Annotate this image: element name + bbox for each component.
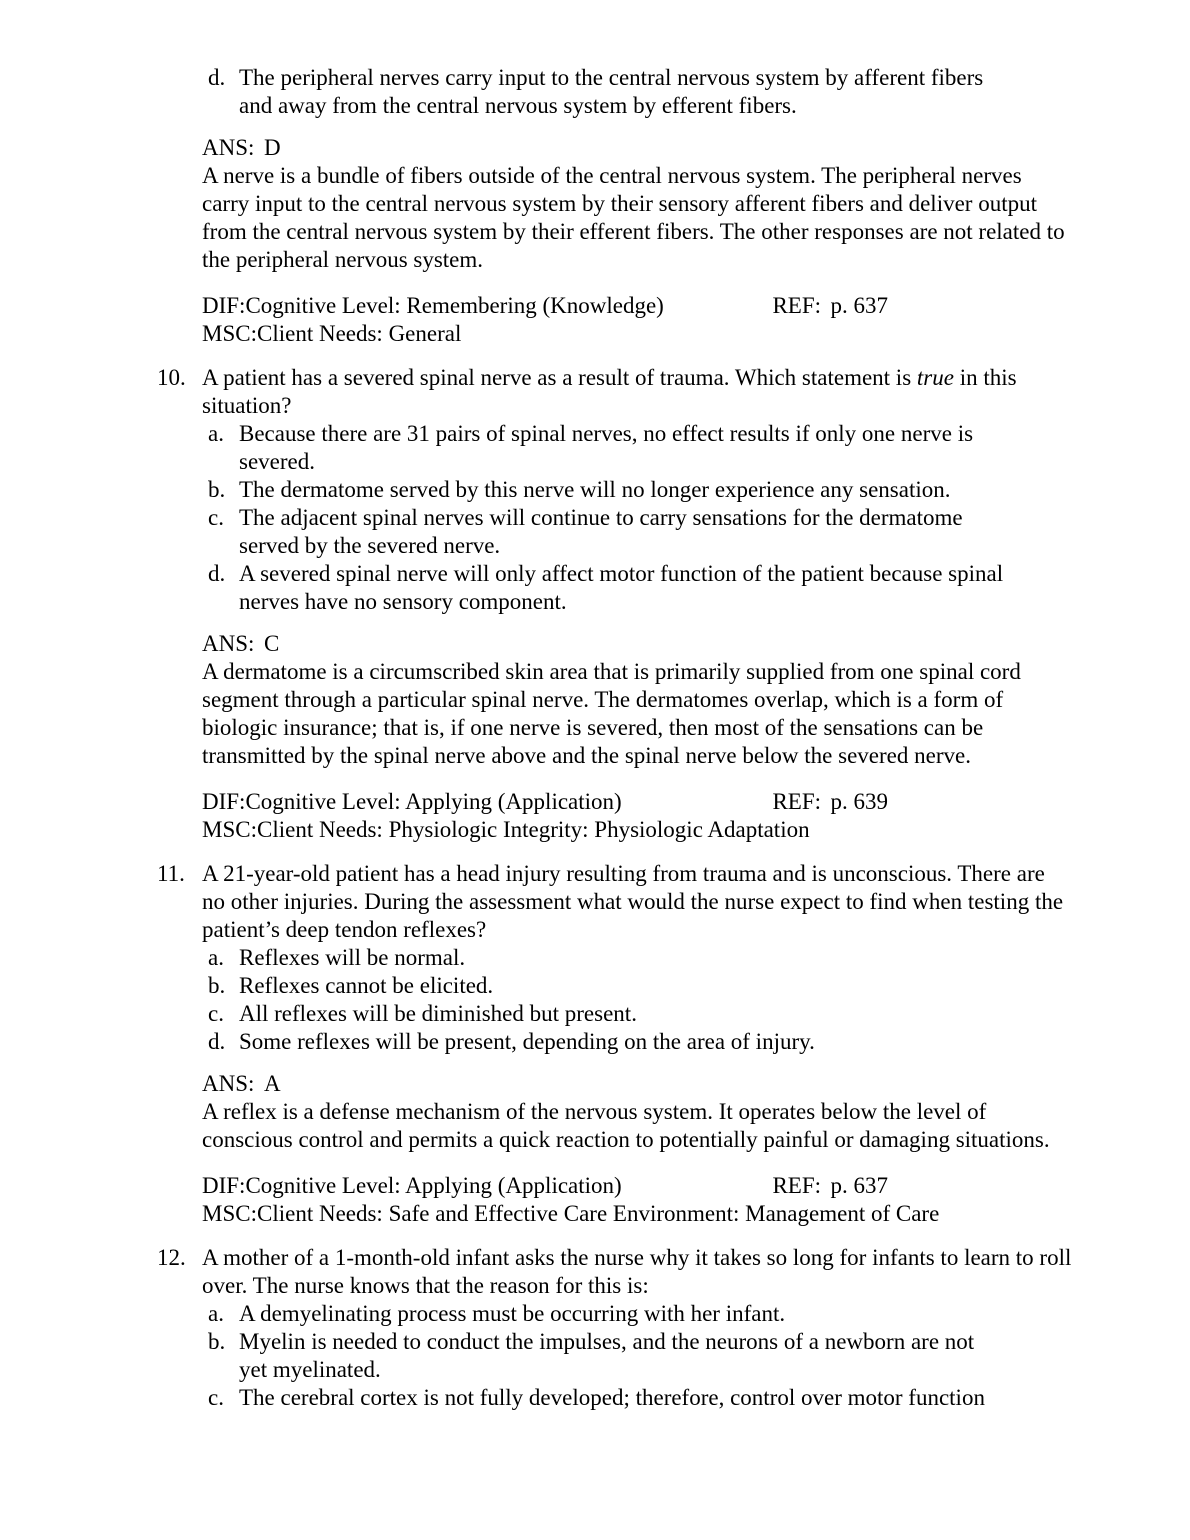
option-letter: b. [208, 973, 226, 998]
stem-text: A patient has a severed spinal nerve as a result of trauma. Which statement is [202, 365, 917, 390]
text-line: The cerebral cortex is not fully developed; therefore, control over motor function [239, 1385, 985, 1410]
ans-label: ANS: [202, 631, 255, 656]
number-gutter [157, 120, 202, 348]
option-text [239, 944, 1162, 972]
text-line: the peripheral nervous system. [202, 247, 484, 272]
italic-word: true [916, 365, 954, 390]
question-stem [202, 1244, 1162, 1300]
text-line: biologic insurance; that is, if one nerve is severed, then most of the sensations can be [202, 715, 984, 740]
dif-value: Cognitive Level: Applying (Application) [245, 789, 622, 814]
msc-value: Client Needs: Physiologic Integrity: Physiologic Adaptation [256, 817, 810, 842]
text-line: no other injuries. During the assessment what would the nurse expect to find when testing the [202, 889, 1064, 914]
text-line: over. The nurse knows that the reason for this is: [202, 1273, 649, 1298]
text-line: conscious control and permits a quick reaction to potentially painful or damaging situations. [202, 1127, 1050, 1152]
ref-label: REF: [772, 293, 822, 318]
option-text [239, 1028, 1162, 1056]
option-text [239, 64, 1162, 120]
option-row-d [202, 64, 1162, 120]
option-row-b [202, 476, 1162, 504]
option-text [239, 1384, 1162, 1412]
ref-value: p. 637 [830, 293, 888, 318]
option-text [239, 560, 1162, 616]
dif-label: DIF: [202, 1173, 246, 1198]
option-row-a [202, 944, 1162, 972]
text-line: Reflexes cannot be elicited. [239, 973, 494, 998]
option-letter: d. [208, 561, 226, 586]
text-line: served by the severed nerve. [239, 533, 501, 558]
option-row-b [202, 972, 1162, 1000]
text-line: severed. [239, 449, 315, 474]
option-row-d [202, 560, 1162, 616]
text-line: Some reflexes will be present, depending on the area of injury. [239, 1029, 815, 1054]
text-line: Reflexes will be normal. [239, 945, 466, 970]
text-line: transmitted by the spinal nerve above and the spinal nerve below the severed nerve. [202, 743, 971, 768]
dif-value: Cognitive Level: Remembering (Knowledge) [245, 293, 664, 318]
msc-label: MSC: [202, 1201, 257, 1226]
option-letter: b. [208, 477, 226, 502]
option-row-d [202, 1028, 1162, 1056]
question-stem [202, 364, 1162, 420]
ref-value: p. 637 [830, 1173, 888, 1198]
ref-label: REF: [772, 789, 822, 814]
question-10 [157, 364, 1162, 844]
ans-value: A [264, 1071, 281, 1096]
ref-value: p. 639 [830, 789, 888, 814]
option-text [239, 972, 1162, 1000]
ans-value: C [264, 631, 280, 656]
text-line: patient’s deep tendon reflexes? [202, 917, 487, 942]
option-letter: a. [208, 945, 224, 970]
text-line: Because there are 31 pairs of spinal nerves, no effect results if only one nerve is [239, 421, 974, 446]
option-text [239, 1300, 1162, 1328]
rationale [202, 658, 1162, 770]
option-text [239, 476, 1162, 504]
number-gutter [157, 64, 202, 120]
option-letter: b. [208, 1329, 226, 1354]
dif-label: DIF: [202, 789, 246, 814]
text-line: A reflex is a defense mechanism of the nervous system. It operates below the level of [202, 1099, 987, 1124]
stem-text: in this [953, 365, 1017, 390]
answer-section [202, 630, 1162, 770]
meta-section [202, 788, 1162, 844]
question-stem [202, 860, 1162, 944]
text-line: carry input to the central nervous system by their sensory afferent fibers and deliver output [202, 191, 1037, 216]
option-row-c [202, 1000, 1162, 1028]
option-row-a [202, 1300, 1162, 1328]
dif-label: DIF: [202, 293, 246, 318]
ans-label: ANS: [202, 135, 255, 160]
text-line: A nerve is a bundle of fibers outside of the central nervous system. The peripheral nerves [202, 163, 1022, 188]
option-letter: a. [208, 1301, 224, 1326]
text-line: The peripheral nerves carry input to the central nervous system by afferent fibers [239, 65, 984, 90]
question-number: 11. [157, 861, 185, 886]
dif-value: Cognitive Level: Applying (Application) [245, 1173, 622, 1198]
rationale [202, 162, 1162, 274]
option-row-c [202, 1384, 1162, 1412]
option-text [239, 1000, 1162, 1028]
text-line: segment through a particular spinal nerve. The dermatomes overlap, which is a form of [202, 687, 1004, 712]
msc-label: MSC: [202, 321, 257, 346]
text-line: A severed spinal nerve will only affect motor function of the patient because spinal [239, 561, 1004, 586]
carryover-option-block [157, 64, 1162, 120]
question-number: 12. [157, 1245, 186, 1270]
ref-label: REF: [772, 1173, 822, 1198]
option-text [239, 1328, 1162, 1384]
meta-section [202, 292, 1162, 348]
question-11 [157, 860, 1162, 1228]
ans-label: ANS: [202, 1071, 255, 1096]
text-line: A dermatome is a circumscribed skin area that is primarily supplied from one spinal cord [202, 659, 1021, 684]
option-letter: a. [208, 421, 224, 446]
text-line: nerves have no sensory component. [239, 589, 567, 614]
option-text [239, 420, 1162, 476]
text-line: Myelin is needed to conduct the impulses, and the neurons of a newborn are not [239, 1329, 975, 1354]
msc-label: MSC: [202, 817, 257, 842]
msc-value: Client Needs: General [256, 321, 462, 346]
text-line: yet myelinated. [239, 1357, 381, 1382]
question-12 [157, 1244, 1162, 1412]
msc-value: Client Needs: Safe and Effective Care Environment: Management of Care [256, 1201, 940, 1226]
rationale [202, 1098, 1162, 1154]
stem-line: situation? [202, 393, 292, 418]
option-row-b [202, 1328, 1162, 1384]
option-letter: d. [208, 1029, 226, 1054]
meta-section [202, 1172, 1162, 1228]
text-line: The adjacent spinal nerves will continue to carry sensations for the dermatome [239, 505, 963, 530]
option-letter: c. [208, 505, 224, 530]
text-line: The dermatome served by this nerve will no longer experience any sensation. [239, 477, 951, 502]
option-row-a [202, 420, 1162, 476]
option-letter: d. [208, 65, 226, 90]
text-line: All reflexes will be diminished but present. [239, 1001, 637, 1026]
option-text [239, 504, 1162, 560]
answer-section [202, 134, 1162, 274]
option-row-c [202, 504, 1162, 560]
option-letter: c. [208, 1001, 224, 1026]
text-line: and away from the central nervous system by efferent fibers. [239, 93, 797, 118]
text-line: A mother of a 1-month-old infant asks the nurse why it takes so long for infants to learn to roll [202, 1245, 1072, 1270]
option-letter: c. [208, 1385, 224, 1410]
carryover-answer-block [157, 120, 1162, 348]
answer-section [202, 1070, 1162, 1154]
text-line: from the central nervous system by their efferent fibers. The other responses are not related to [202, 219, 1065, 244]
text-line: A demyelinating process must be occurring with her infant. [239, 1301, 786, 1326]
ans-value: D [264, 135, 281, 160]
text-line: A 21-year-old patient has a head injury resulting from trauma and is unconscious. There are [202, 861, 1045, 886]
question-number: 10. [157, 365, 186, 390]
stem-line [202, 364, 1162, 392]
